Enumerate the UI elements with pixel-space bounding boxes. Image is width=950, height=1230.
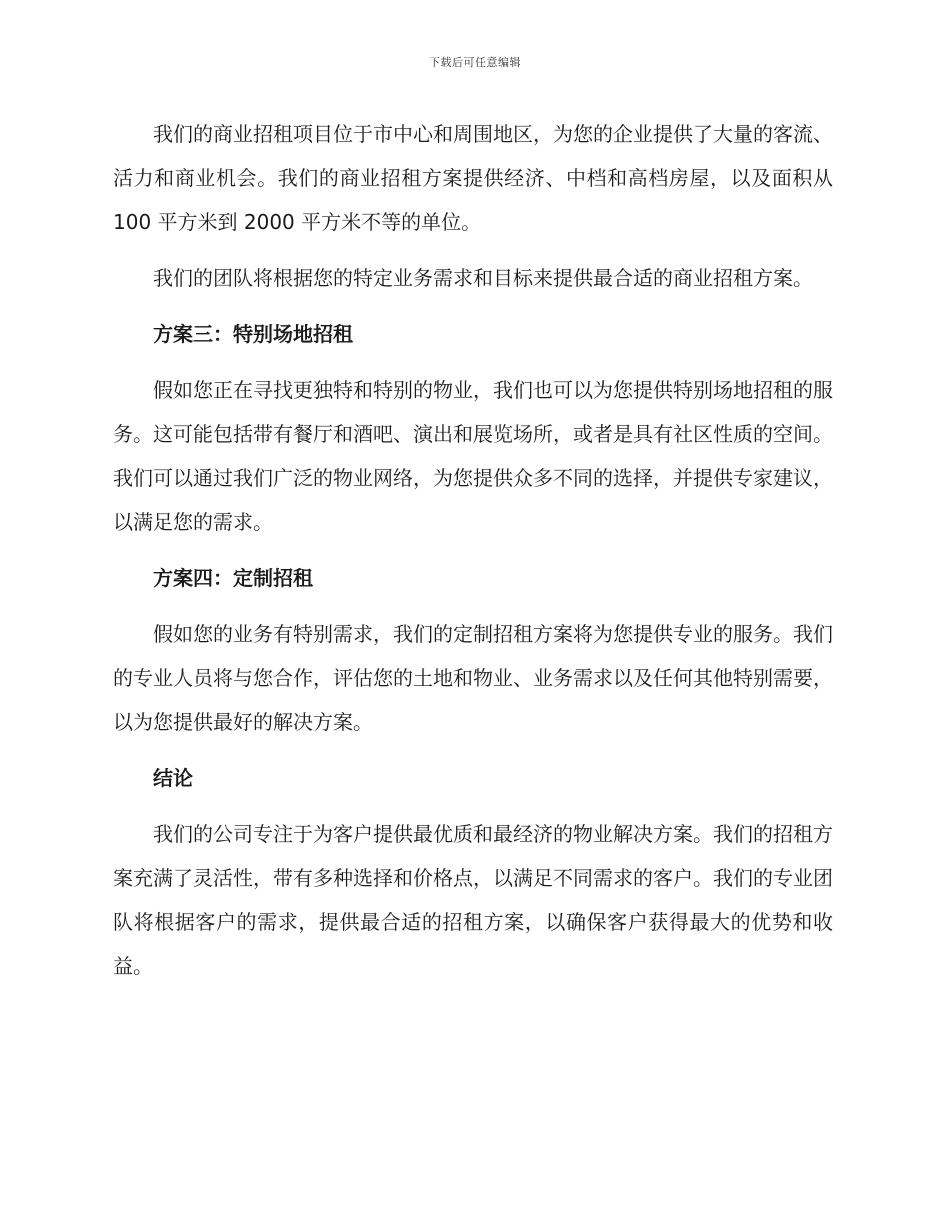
heading-plan-four: 方案四：定制招租 <box>153 566 313 590</box>
header-note: 下载后可任意编辑 <box>429 56 521 69</box>
document-body <box>113 112 833 1000</box>
paragraph-team-solution: 我们的团队将根据您的特定业务需求和目标来提供最合适的商业招租方案。 <box>153 266 813 290</box>
paragraph-commercial-location: 我们的商业招租项目位于市中心和周围地区，为您的企业提供了大量的客流、活力和商业机会。我们的商业招租方案提供经济、中档和高档房屋，以及面积从 100 平方米到 2000 平方米不等的单位。 <box>113 122 833 234</box>
heading-plan-three: 方案三：特别场地招租 <box>153 322 353 346</box>
paragraph-custom-lease: 假如您的业务有特别需求，我们的定制招租方案将为您提供专业的服务。我们的专业人员将与您合作，评估您的土地和物业、业务需求以及任何其他特别需要，以为您提供最好的解决方案。 <box>113 622 833 734</box>
heading-conclusion: 结论 <box>153 766 193 790</box>
paragraph-special-venue: 假如您正在寻找更独特和特别的物业，我们也可以为您提供特别场地招租的服务。这可能包括带有餐厅和酒吧、演出和展览场所，或者是具有社区性质的空间。我们可以通过我们广泛的物业网络，为您提供众多不同的选择，并提供专家建议，以满足您的需求。 <box>113 378 833 534</box>
paragraph-conclusion: 我们的公司专注于为客户提供最优质和最经济的物业解决方案。我们的招租方案充满了灵活性，带有多种选择和价格点，以满足不同需求的客户。我们的专业团队将根据客户的需求，提供最合适的招租方案，以确保客户获得最大的优势和收益。 <box>113 822 833 978</box>
